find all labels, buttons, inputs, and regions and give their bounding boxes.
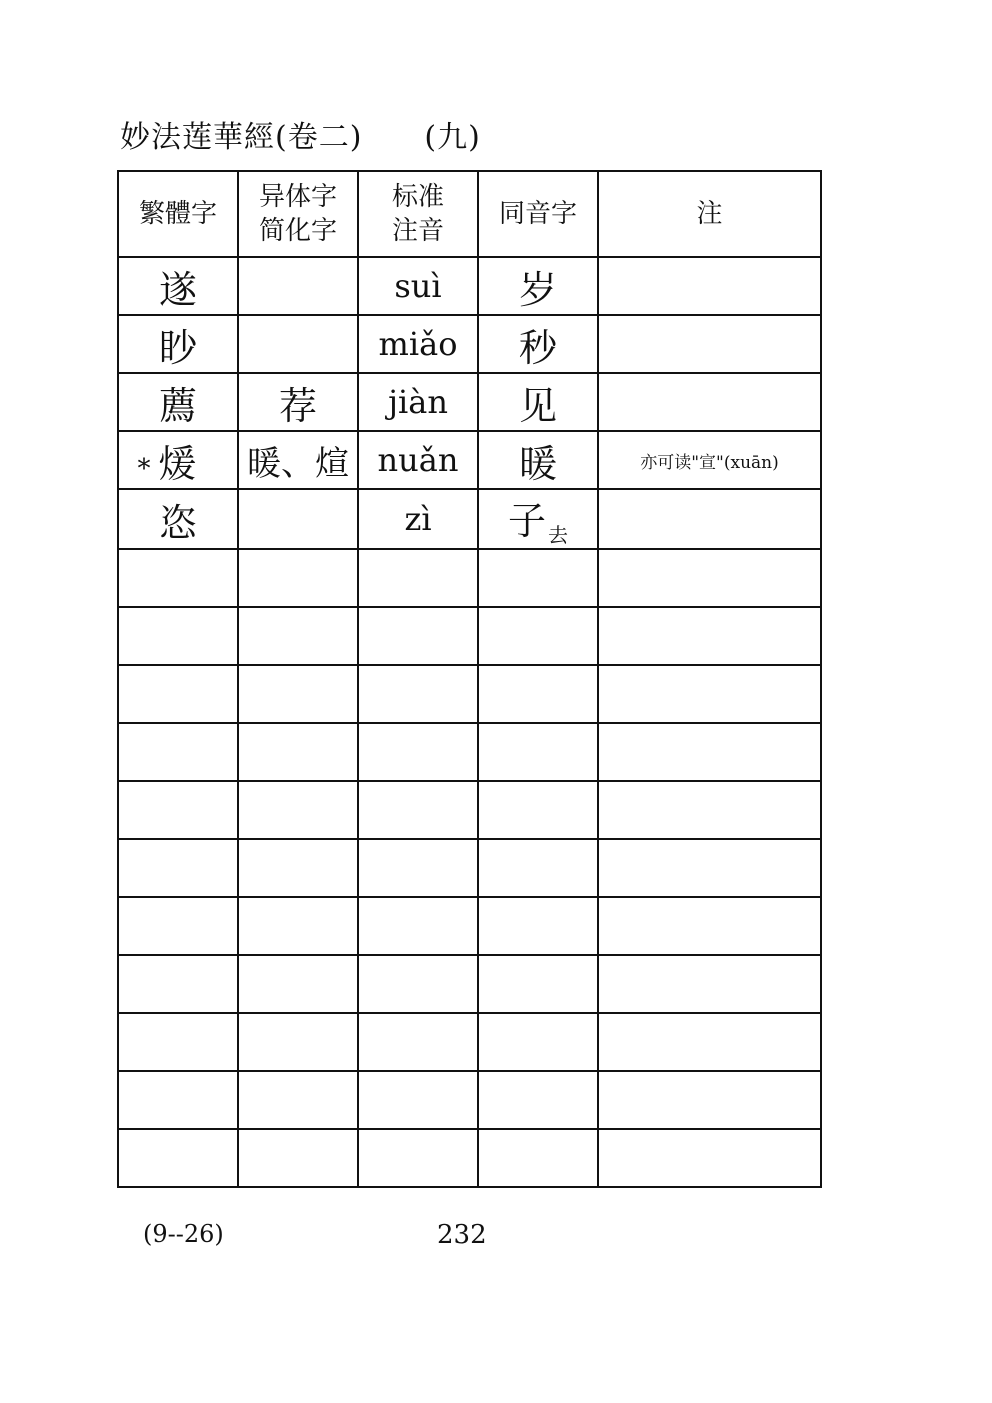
- empty-cell: [238, 1071, 358, 1129]
- empty-cell: [238, 1129, 358, 1187]
- empty-table-row: [118, 781, 821, 839]
- table-row: [118, 489, 821, 549]
- tone-annotation: 去: [548, 523, 568, 547]
- cell-note: [598, 489, 821, 549]
- cell-traditional: 薦: [118, 373, 238, 431]
- column-header-note: 注: [598, 171, 821, 257]
- empty-cell: [358, 607, 478, 665]
- column-header-pinyin: 标准 注音: [358, 171, 478, 257]
- section-number: (九): [424, 120, 481, 155]
- cell-homophone: 子 $_去$: [478, 489, 598, 549]
- empty-cell: [478, 1013, 598, 1071]
- table-row: [118, 373, 821, 431]
- empty-cell: [598, 955, 821, 1013]
- empty-table-row: [118, 897, 821, 955]
- cell-pinyin: miǎo: [358, 315, 478, 373]
- empty-table-row: [118, 723, 821, 781]
- empty-cell: [238, 607, 358, 665]
- empty-cell: [598, 1129, 821, 1187]
- empty-cell: [358, 1129, 478, 1187]
- empty-cell: [598, 665, 821, 723]
- page-title: [120, 112, 481, 156]
- table-row: [118, 315, 821, 373]
- empty-cell: [478, 607, 598, 665]
- empty-cell: [358, 1013, 478, 1071]
- empty-table-row: [118, 665, 821, 723]
- empty-cell: [118, 1013, 238, 1071]
- empty-cell: [118, 781, 238, 839]
- table-row: [118, 257, 821, 315]
- empty-cell: [118, 607, 238, 665]
- cell-variant: 荐: [238, 373, 358, 431]
- empty-cell: [238, 665, 358, 723]
- empty-cell: [238, 897, 358, 955]
- cell-traditional: 眇: [118, 315, 238, 373]
- empty-table-row: [118, 1129, 821, 1187]
- empty-cell: [118, 665, 238, 723]
- empty-cell: [598, 897, 821, 955]
- cell-variant: [238, 489, 358, 549]
- empty-cell: [238, 955, 358, 1013]
- empty-cell: [118, 1071, 238, 1129]
- empty-cell: [478, 897, 598, 955]
- empty-cell: [118, 549, 238, 607]
- empty-cell: [358, 1071, 478, 1129]
- empty-cell: [598, 839, 821, 897]
- column-header-variant-simplified: 异体字 简化字: [238, 171, 358, 257]
- cell-variant: [238, 315, 358, 373]
- empty-cell: [598, 607, 821, 665]
- empty-cell: [238, 1013, 358, 1071]
- empty-table-row: [118, 955, 821, 1013]
- cell-homophone: 岁: [478, 257, 598, 315]
- scripture-title: 妙法莲華經(卷二): [120, 120, 363, 155]
- cell-note: [598, 257, 821, 315]
- column-header-homophone: 同音字: [478, 171, 598, 257]
- asterisk-marker: *: [137, 453, 151, 484]
- empty-cell: [478, 665, 598, 723]
- empty-cell: [598, 1071, 821, 1129]
- cell-traditional: 恣: [118, 489, 238, 549]
- cell-homophone: 秒: [478, 315, 598, 373]
- empty-cell: [478, 1129, 598, 1187]
- empty-table-row: [118, 839, 821, 897]
- empty-cell: [358, 723, 478, 781]
- cell-traditional: 遂: [118, 257, 238, 315]
- empty-table-row: [118, 1013, 821, 1071]
- empty-cell: [598, 781, 821, 839]
- empty-cell: [358, 665, 478, 723]
- empty-table-row: [118, 1071, 821, 1129]
- cell-variant: 暖、煊: [238, 431, 358, 489]
- empty-cell: [478, 1071, 598, 1129]
- cell-pinyin: suì: [358, 257, 478, 315]
- cell-note: 亦可读"宣"(xuān): [598, 431, 821, 489]
- empty-cell: [358, 839, 478, 897]
- table-header-row: [118, 171, 821, 257]
- empty-table-row: [118, 607, 821, 665]
- empty-cell: [238, 839, 358, 897]
- empty-cell: [478, 955, 598, 1013]
- empty-cell: [238, 781, 358, 839]
- empty-cell: [478, 723, 598, 781]
- empty-cell: [358, 781, 478, 839]
- empty-table-row: [118, 549, 821, 607]
- empty-cell: [478, 781, 598, 839]
- volume-code: (9--26): [143, 1220, 224, 1248]
- cell-pinyin: jiàn: [358, 373, 478, 431]
- empty-cell: [118, 955, 238, 1013]
- cell-note: [598, 315, 821, 373]
- page-number: 232: [437, 1220, 487, 1250]
- empty-cell: [358, 549, 478, 607]
- empty-cell: [478, 839, 598, 897]
- empty-cell: [118, 1129, 238, 1187]
- empty-cell: [118, 897, 238, 955]
- cell-pinyin: zì: [358, 489, 478, 549]
- empty-cell: [238, 723, 358, 781]
- cell-pinyin: nuǎn: [358, 431, 478, 489]
- empty-cell: [238, 549, 358, 607]
- empty-cell: [598, 723, 821, 781]
- character-table: [117, 170, 822, 1188]
- empty-cell: [358, 897, 478, 955]
- empty-cell: [478, 549, 598, 607]
- empty-cell: [598, 1013, 821, 1071]
- empty-cell: [358, 955, 478, 1013]
- table-row: [118, 431, 821, 489]
- empty-cell: [118, 723, 238, 781]
- empty-cell: [598, 549, 821, 607]
- cell-variant: [238, 257, 358, 315]
- column-header-traditional: 繁體字: [118, 171, 238, 257]
- cell-note: [598, 373, 821, 431]
- empty-cell: [118, 839, 238, 897]
- cell-homophone: 见: [478, 373, 598, 431]
- cell-traditional: * 煖: [118, 431, 238, 489]
- cell-homophone: 暖: [478, 431, 598, 489]
